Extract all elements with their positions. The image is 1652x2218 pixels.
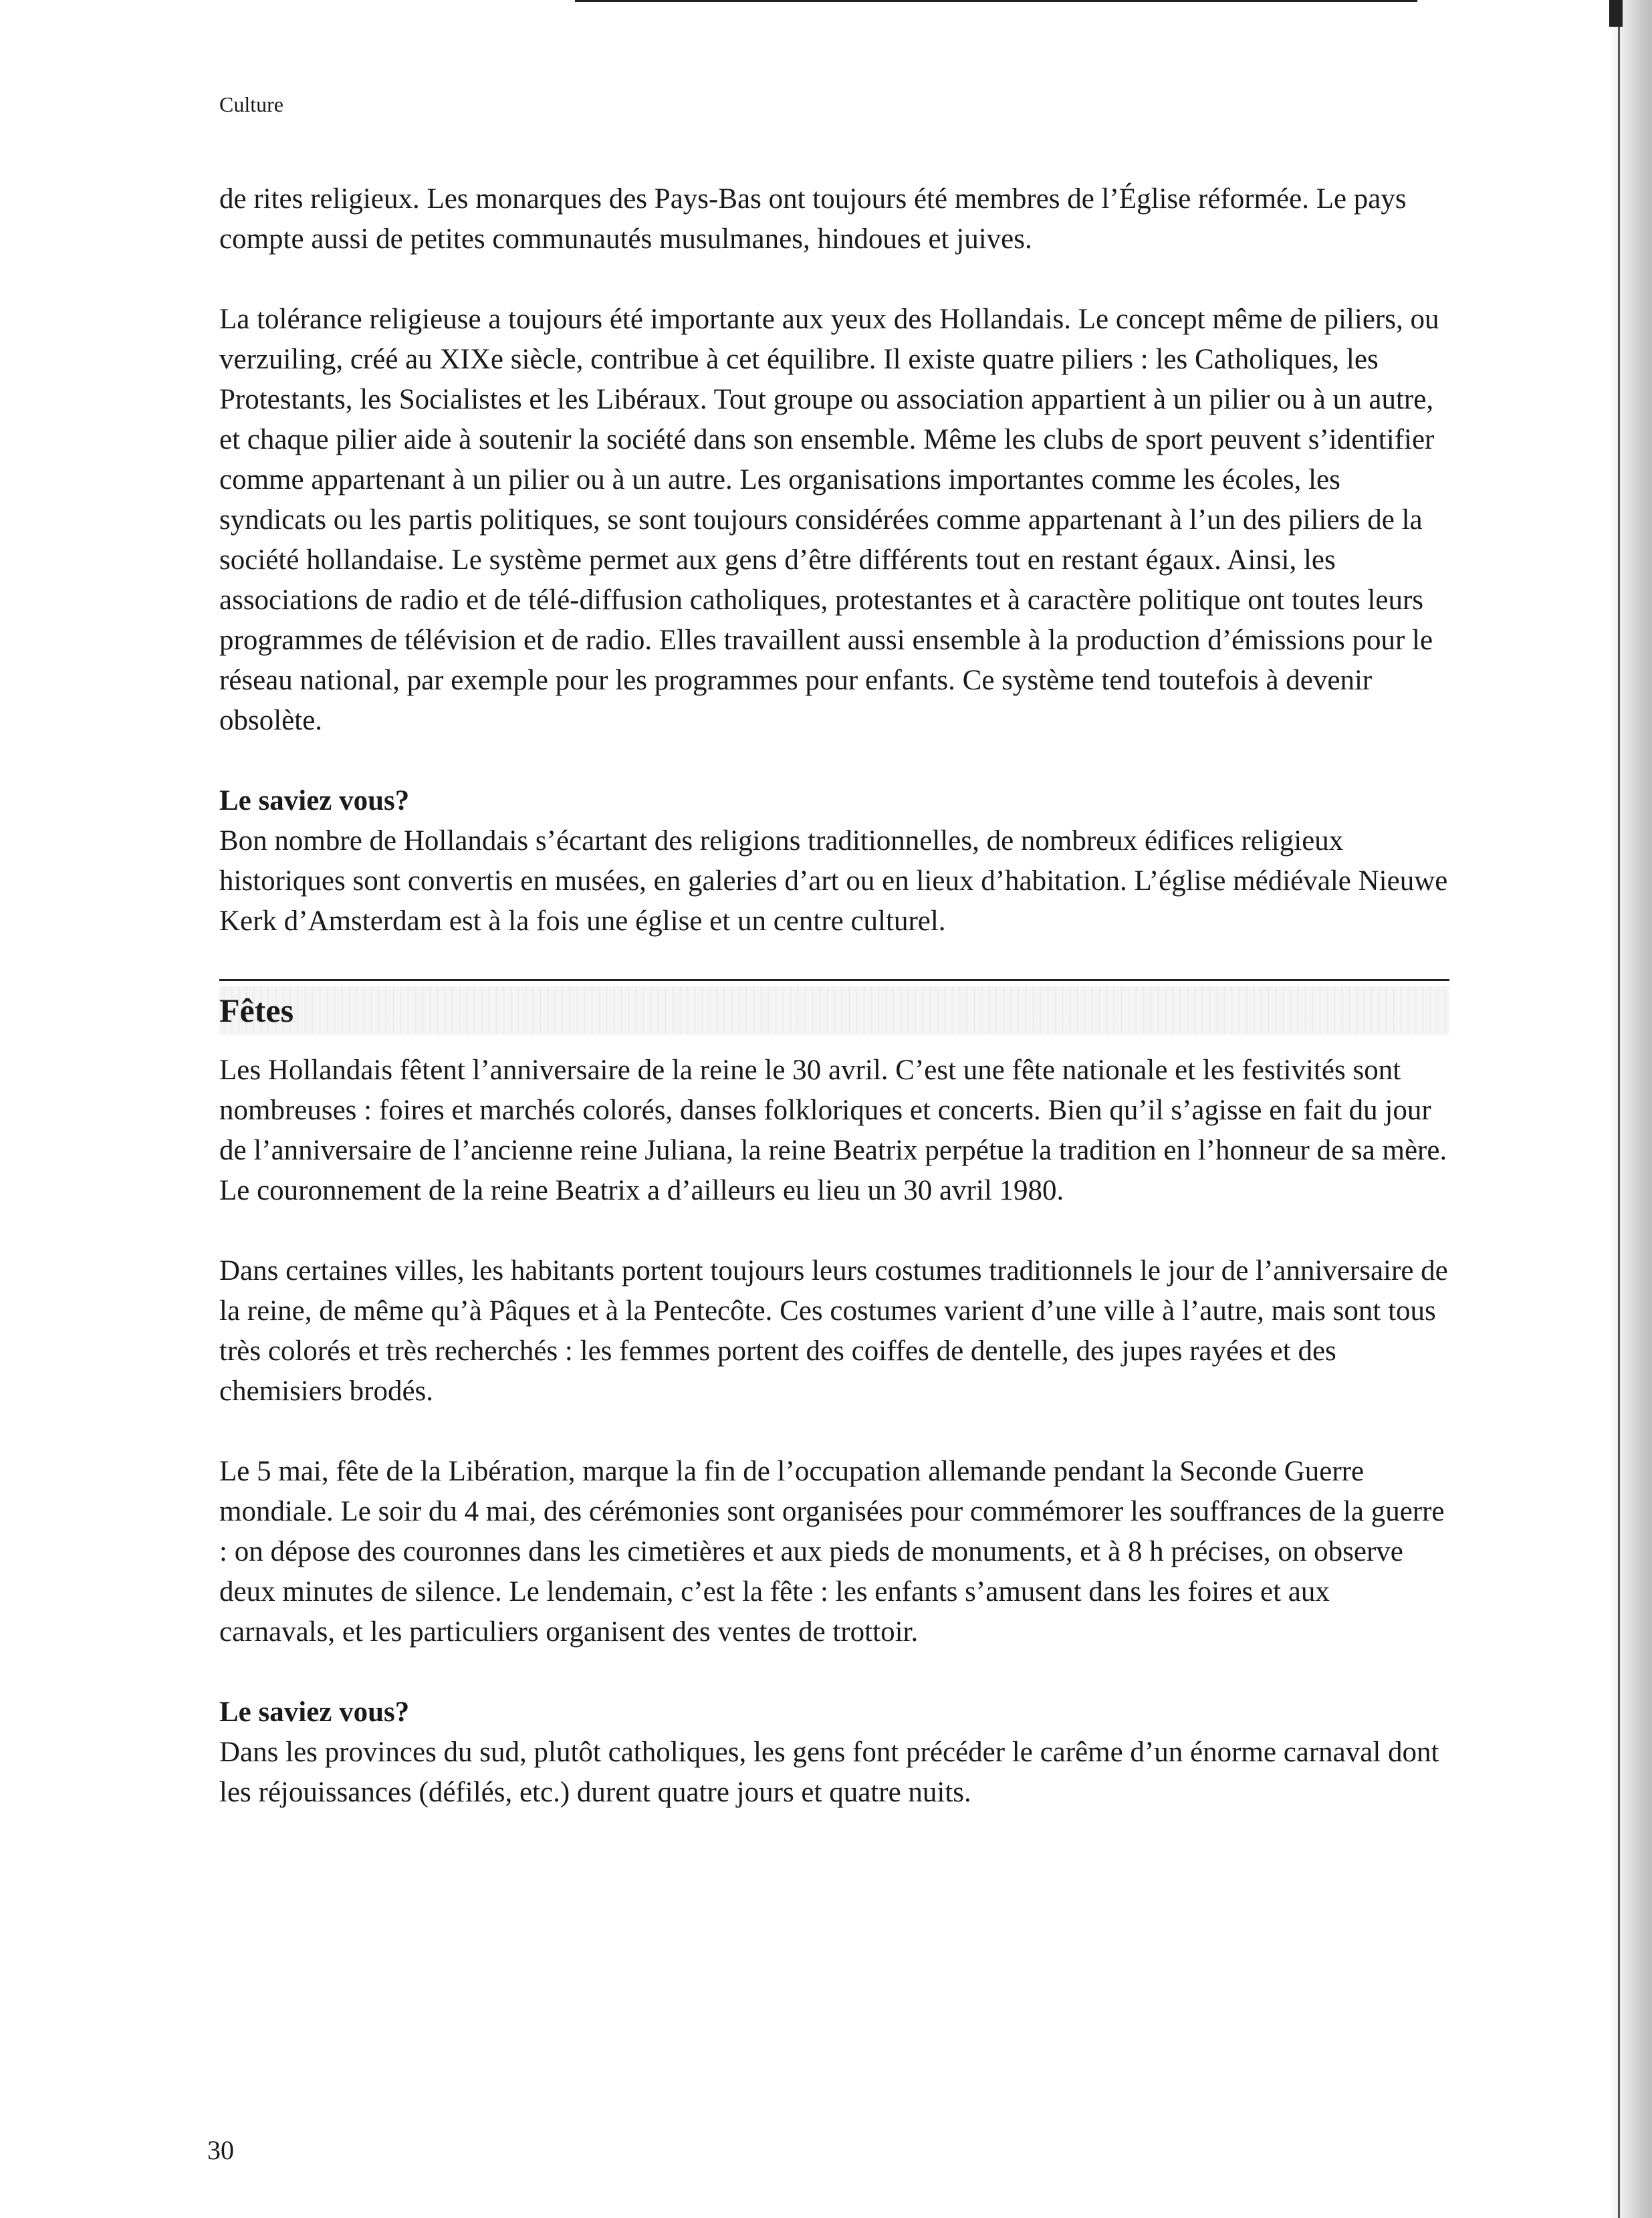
top-rule bbox=[575, 0, 1417, 2]
callout-text-2: Dans les provinces du sud, plutôt catholiques, les gens font précéder le carême d’un énorme carnaval dont les réjouissances (défilés, etc.) durent quatre jours et quatre nuits. bbox=[219, 1737, 1439, 1808]
intro-paragraph-1: de rites religieux. Les monarques des Pays-Bas ont toujours été membres de l’Église réformée. Le pays compte aussi de petites communautés musulmanes, hindoues et juives. bbox=[219, 183, 1407, 255]
fetes-paragraph-3: Le 5 mai, fête de la Libération, marque la fin de l’occupation allemande pendant la Seconde Guerre mondiale. Le soir du 4 mai, des cérémonies sont organisées pour commémorer les souffrances de la guerre : on dépose des couronnes dans les cimetières et aux pieds de monuments, et à 8 h précises, on observe deux minutes de silence. Le lendemain, c’est la fête : les enfants s’amusent dans les foires et aux carnavals, et les particuliers organisent des ventes de trottoir. bbox=[219, 1456, 1445, 1648]
intro-paragraph-2: La tolérance religieuse a toujours été importante aux yeux des Hollandais. Le concept même de piliers, ou verzuiling, créé au XIXe siècle, contribue à cet équilibre. Il existe quatre piliers : les Catholiques, les Protestants, les Socialistes et les Libéraux. Tout groupe ou association appartient à un pilier ou à un autre, et chaque pilier aide à soutenir la société dans son ensemble. Même les clubs de sport peuvent s’identifier comme appartenant à un pilier ou à un autre. Les organisations importantes comme les écoles, les syndicats ou les partis politiques, se sont toujours considérées comme appartenant à l’un des piliers de la société hollandaise. Le système permet aux gens d’être différents tout en restant égaux. Ainsi, les associations de radio et de télé-diffusion catholiques, protestantes et à caractère politique ont toutes leurs programmes de télévision et de radio. Elles travaillent aussi ensemble à la production d’émissions pour le réseau national, par exemple pour les programmes pour enfants. Ce système tend toutefois à devenir obsolète. bbox=[219, 304, 1439, 736]
fetes-paragraph-2: Dans certaines villes, les habitants portent toujours leurs costumes traditionnels le jour de l’anniversaire de la reine, de même qu’à Pâques et à la Pentecôte. Ces costumes varient d’une ville à l’autre, mais sont tous très colorés et très recherchés : les femmes portent des coiffes de dentelle, des jupes rayées et des chemisiers brodés. bbox=[219, 1255, 1448, 1407]
page-number: 30 bbox=[207, 2135, 234, 2165]
callout-title-1: Le saviez vous? bbox=[219, 785, 410, 816]
page-body bbox=[219, 179, 1449, 1813]
binding-line bbox=[1618, 0, 1620, 2218]
section-title: Fêtes bbox=[219, 992, 294, 1029]
binding-tab bbox=[1609, 0, 1623, 27]
callout-title-2: Le saviez vous? bbox=[219, 1696, 410, 1728]
running-head: Culture bbox=[219, 92, 283, 116]
page-binding-edge bbox=[1611, 0, 1652, 2218]
fetes-paragraph-1: Les Hollandais fêtent l’anniversaire de la reine le 30 avril. C’est une fête nationale et les festivités sont nombreuses : foires et marchés colorés, danses folkloriques et concerts. Bien qu’il s’agisse en fait du jour de l’anniversaire de l’ancienne reine Juliana, la reine Beatrix perpétue la tradition en l’honneur de sa mère. Le couronnement de la reine Beatrix a d’ailleurs eu lieu un 30 avril 1980. bbox=[219, 1055, 1447, 1206]
section-header-fetes bbox=[219, 979, 1449, 1045]
callout-text-1: Bon nombre de Hollandais s’écartant des religions traditionnelles, de nombreux édifices religieux historiques sont convertis en musées, en galeries d’art ou en lieux d’habitation. L’église médiévale Nieuwe Kerk d’Amsterdam est à la fois une église et un centre culturel. bbox=[219, 825, 1448, 937]
